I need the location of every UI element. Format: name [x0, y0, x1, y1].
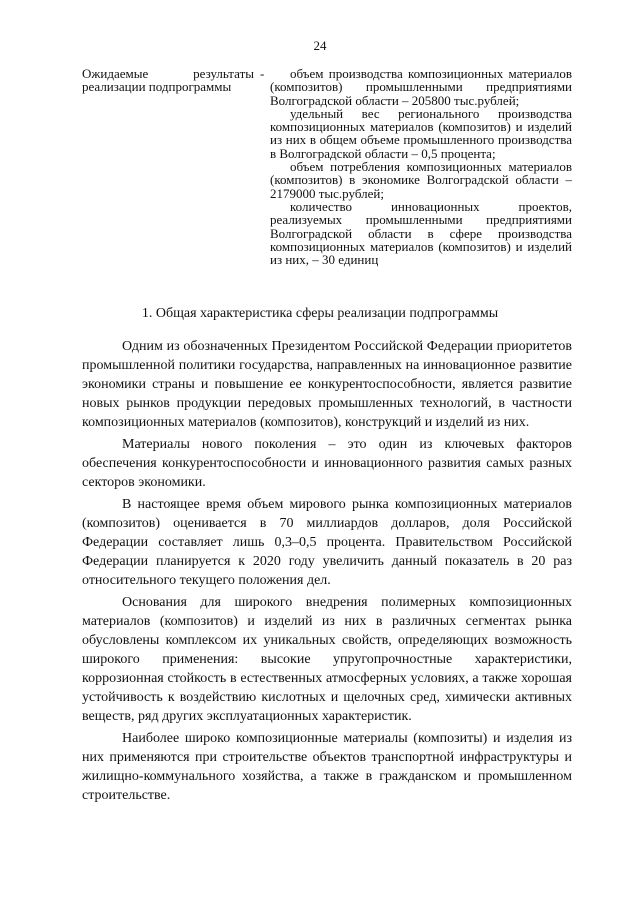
- page-number: 24: [313, 38, 327, 53]
- result-item-innovation-projects: количество инновационных проектов, реализуемых промышленными предприятиями Волгоградской области в сфере производства композиционных материалов (композитов) и изделий из них, – 30 единиц: [270, 198, 572, 268]
- label-dash: -: [260, 66, 265, 81]
- result-item-consumption-volume: объем потребления композиционных материалов (композитов) в экономике Волгоградской области – 2179000 тыс.рублей;: [270, 159, 572, 201]
- expected-results-list: [270, 67, 572, 266]
- result-item-regional-share: удельный вес регионального производства композиционных материалов (композитов) и изделий из них в общем объеме промышленного производства в Волгоградской области – 0,5 процента;: [270, 105, 572, 161]
- paragraph-properties: Основания для широкого внедрения полимерных композиционных материалов (композитов) и изделий из них в различных сегментах рынка обусловлены комплексом их уникальных свойств, определяющих возможность широкого применения: высокие упругопрочностные характеристики, коррозионная стойкость в естественных атмосферных условиях, а также хорошая устойчивость к воздействию кислотных и щелочных сред, химически активных веществ, ряд других эксплуатационных характеристик.: [82, 595, 572, 724]
- paragraph-priorities: Одним из обозначенных Президентом Российской Федерации приоритетов промышленной политики государства, направленных на инновационное развитие экономики страны и повышение ее конкурентоспособности, является развитие новых рынков продукции передовых промышленных технологий, в частности композиционных материалов (композитов), конструкций и изделий из них.: [82, 339, 572, 430]
- result-item-production-volume: объем производства композиционных материалов (композитов) промышленными предприятиями Волгоградской области – 205800 тыс.рублей;: [270, 66, 572, 108]
- paragraph-new-materials: Материалы нового поколения – это один из ключевых факторов обеспечения конкурентоспособности и инновационного развития самых разных секторов экономики.: [82, 437, 572, 490]
- body-text: [82, 337, 572, 808]
- expected-results-block: [82, 67, 572, 266]
- paragraph-world-market: В настоящее время объем мирового рынка композиционных материалов (композитов) оценивается в 70 миллиардов долларов, доля Российской Федерации составляет лишь 0,3–0,5 процента. Правительством Российской Федерации планируется к 2020 году увеличить данный показатель в 20 раз относительного текущего положения дел.: [82, 497, 572, 588]
- section-title: 1. Общая характеристика сферы реализации подпрограммы: [141, 306, 499, 321]
- paragraph-applications: Наиболее широко композиционные материалы (композиты) и изделия из них применяются при строительстве объектов транспортной инфраструктуры и жилищно-коммунального хозяйства, а также в гражданском и промышленном строительстве.: [82, 731, 572, 803]
- expected-results-label: Ожидаемые результаты реализации подпрограммы: [82, 66, 254, 95]
